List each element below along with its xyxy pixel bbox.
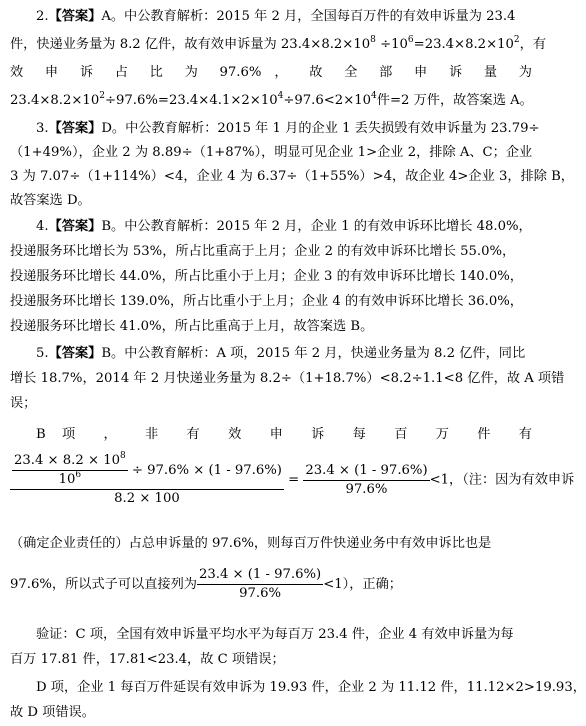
p3-line-1: 3.【答案】D。中公教育解析：2015 年 1 月的企业 1 丢失损毁有效申诉量为 23.79÷ (36, 121, 540, 136)
formula-1 (10, 451, 575, 508)
formula-1-left-fraction: $\frac{23.4 \times 8.2 \times 10^8}{10^6}$ ÷ 97.6% × (1 - 97.6%) 8.2 × 100 (10, 452, 284, 508)
p3-line-3: 3 为 7.07÷（1+114%）<4，企业 4 为 6.37÷（1+55%）>4，故企业 4>企业 3，排除 B， (10, 169, 574, 184)
p5-line-11: 故 D 项错误。 (10, 705, 95, 720)
p2-line-2: 件，快递业务量为 8.2 亿件，故有效申诉量为 $23.4\times 8.2\times 10^8 \div 10^6=23.4\times 8.2\times 10^2$，有 (10, 35, 547, 52)
p4-line-4: 投递服务环比增长 139.0%，所占比重小于上月；企业 4 的有效申诉环比增长 36.0%， (10, 294, 523, 309)
p2-line-1: 2.【答案】A。中公教育解析：2015 年 2 月，全国每百万件的有效申诉量为 23.4 (36, 9, 516, 24)
formula-1-right-fraction: $\frac{23.4 \times (1 - 97.6\%)}{97.6\%}$ (305, 462, 428, 497)
p5-line-6: （确定企业责任的）占总申诉量的 97.6%，则每百万件快递业务中有效申诉比也是 (10, 536, 492, 551)
p2-line-3: 效 申 诉 占 比 为 97.6% ， 故 全 部 申 诉 量 为 (10, 65, 532, 80)
p4-line-1: 4.【答案】B。中公教育解析：2015 年 2 月，企业 1 的有效申诉环比增长 48.0%， (36, 219, 532, 234)
p3-line-2: （1+49%），企业 2 为 8.89÷（1+87%），明显可见企业 1>企业 2，排除 A、C；企业 (10, 145, 533, 160)
p4-line-2: 投递服务环比增长为 53%，所占比重高于上月；企业 2 的有效申诉环比增长 55.0%， (10, 244, 516, 259)
formula-1-inner-fraction: $\frac{23.4 \times 8.2 \times 10^8}{10^6}$ (14, 451, 126, 487)
p4-line-5: 投递服务环比增长 41.0%，所占比重高于上月，故答案选 B。 (10, 319, 374, 334)
p5-line-10: D 项，企业 1 每百万件延误有效申诉为 19.93 件，企业 2 为 11.12 件，11.12×2>19.93， (36, 680, 586, 695)
p5-line-1: 5.【答案】B。中公教育解析：A 项，2015 年 2 月，快递业务量为 8.2 亿件，同比 (36, 346, 526, 361)
p3-line-4: 故答案选 D。 (10, 193, 91, 208)
p5-line-9: 百万 17.81 件，17.81<23.4，故 C 项错误； (10, 652, 285, 667)
formula-2-fraction: $\frac{23.4 \times (1 - 97.6\%)}{97.6\%}$ (198, 567, 322, 601)
p5-line-2: 增长 18.7%，2014 年 2 月快递业务量为 8.2÷（1+18.7%）<8.2÷1.1<8 亿件，故 A 项错 (10, 371, 565, 386)
p5-line-7: 97.6%，所以式子可以直接列为 $\frac{23.4 \times (1 - 97.6\%)}{97.6\%}$ <1），正确； (10, 567, 402, 601)
formula-1-note: <1，（注：因为有效申诉 (429, 472, 575, 488)
formula-1-equals: = (288, 472, 300, 488)
p4-line-3: 投递服务环比增长 44.0%，所占比重小于上月；企业 3 的有效申诉环比增长 140.0%， (10, 269, 523, 284)
p5-line-3: 误； (10, 396, 37, 411)
p5-line-8: 验证：C 项，全国有效申诉量平均水平为每百万 23.4 件，企业 4 有效申诉量为每 (36, 627, 514, 642)
p2-line-4: $23.4\times 8.2\times 10^2\div 97.6\%=23.4\times 4.1\times 2\times 10^4\div 97.6<2\times 10^4$件=2 万件，故答案选 A。 (10, 91, 533, 108)
p5-line-4: B 项 ， 非 有 效 申 诉 每 百 万 件 有 (36, 427, 532, 442)
